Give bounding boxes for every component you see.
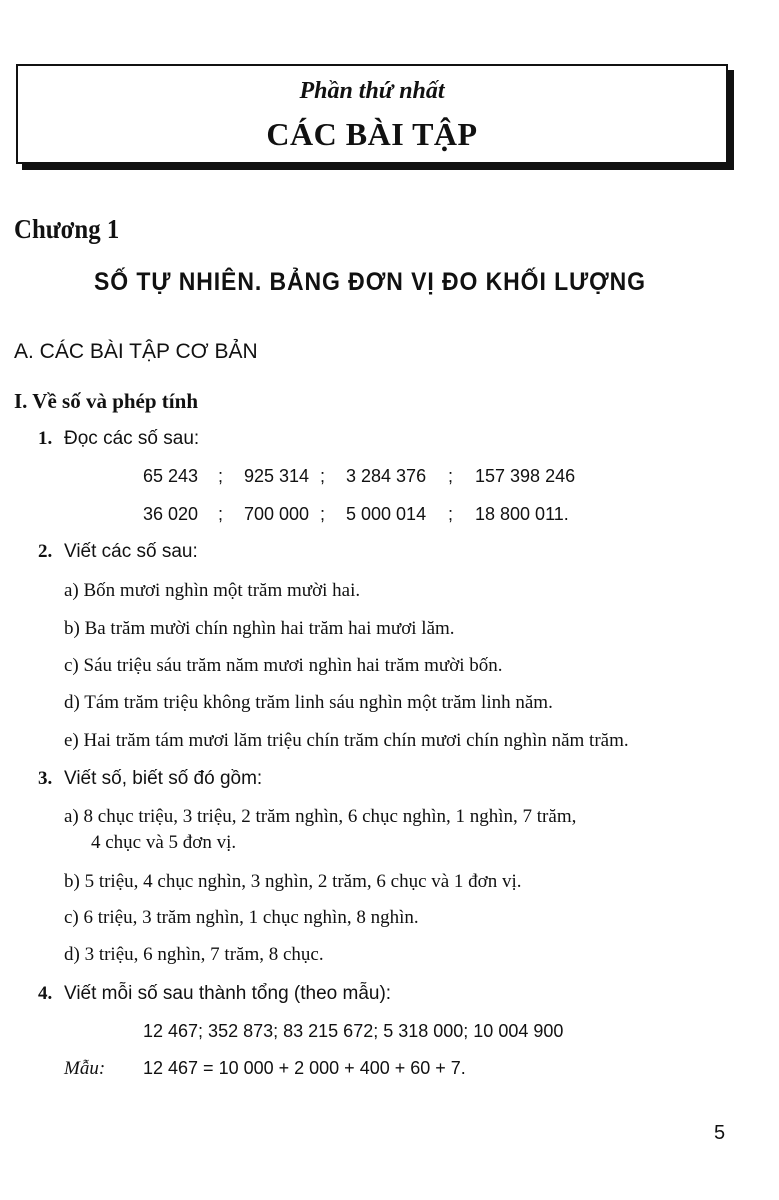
q1-value: 700 000 — [244, 504, 310, 524]
q3-item-a-continued: 4 chục và 5 đơn vị. — [91, 832, 237, 853]
q1-value: 3 284 376 — [346, 466, 427, 486]
q2-item-d: d) Tám trăm triệu không trăm linh sáu nghìn một trăm linh năm. — [64, 692, 553, 713]
q1-number: 1. — [38, 428, 53, 449]
q1-separator: ; — [218, 504, 224, 524]
q2-text: Viết các số sau: — [64, 541, 198, 562]
section-a-heading: A. CÁC BÀI TẬP CƠ BẢN — [14, 340, 258, 363]
q1-text: Đọc các số sau: — [64, 428, 200, 449]
q4-numbers: 12 467; 352 873; 83 215 672; 5 318 000; 10 004 900 — [143, 1021, 564, 1041]
q3-text: Viết số, biết số đó gồm: — [64, 768, 263, 789]
q1-value: 5 000 014 — [346, 504, 427, 524]
q1-separator: ; — [320, 466, 326, 486]
q1-separator: ; — [448, 466, 454, 486]
q2-item-e: e) Hai trăm tám mươi lăm triệu chín trăm chín mươi chín nghìn năm trăm. — [64, 730, 629, 751]
q1-separator: ; — [448, 504, 454, 524]
q4-example-label: Mẫu: — [64, 1058, 106, 1079]
q1-value: 65 243 — [143, 466, 199, 486]
q3-item-d: d) 3 triệu, 6 nghìn, 7 trăm, 8 chục. — [64, 944, 324, 965]
q3-item-b: b) 5 triệu, 4 chục nghìn, 3 nghìn, 2 trăm, 6 chục và 1 đơn vị. — [64, 871, 522, 892]
q4-text: Viết mỗi số sau thành tổng (theo mẫu): — [64, 983, 392, 1004]
q1-separator: ; — [320, 504, 326, 524]
q2-item-b: b) Ba trăm mười chín nghìn hai trăm hai mươi lăm. — [64, 618, 455, 639]
page-number: 5 — [714, 1122, 726, 1144]
q2-item-a: a) Bốn mươi nghìn một trăm mười hai. — [64, 580, 361, 601]
q1-separator: ; — [218, 466, 224, 486]
section-i-heading: I. Về số và phép tính — [14, 389, 198, 413]
q3-number: 3. — [38, 768, 53, 789]
part-header-box — [16, 64, 728, 164]
q4-number: 4. — [38, 983, 53, 1004]
q2-item-c: c) Sáu triệu sáu trăm năm mươi nghìn hai trăm mười bốn. — [64, 655, 503, 676]
chapter-title: SỐ TỰ NHIÊN. BẢNG ĐƠN VỊ ĐO KHỐI LƯỢNG — [94, 268, 646, 296]
q3-item-c: c) 6 triệu, 3 trăm nghìn, 1 chục nghìn, 8 nghìn. — [64, 907, 419, 928]
q1-value: 36 020 — [143, 504, 199, 524]
q1-value: 925 314 — [244, 466, 310, 486]
q2-number: 2. — [38, 541, 53, 562]
q1-value: 18 800 011. — [475, 504, 569, 524]
part-title: CÁC BÀI TẬP — [266, 116, 478, 152]
chapter-label: Chương 1 — [14, 214, 120, 244]
q3-item-a: a) 8 chục triệu, 3 triệu, 2 trăm nghìn, 6 chục nghìn, 1 nghìn, 7 trăm, — [64, 806, 577, 827]
q1-value: 157 398 246 — [475, 466, 576, 486]
part-label: Phần thứ nhất — [299, 78, 445, 104]
q4-example-text: 12 467 = 10 000 + 2 000 + 400 + 60 + 7. — [143, 1058, 466, 1078]
